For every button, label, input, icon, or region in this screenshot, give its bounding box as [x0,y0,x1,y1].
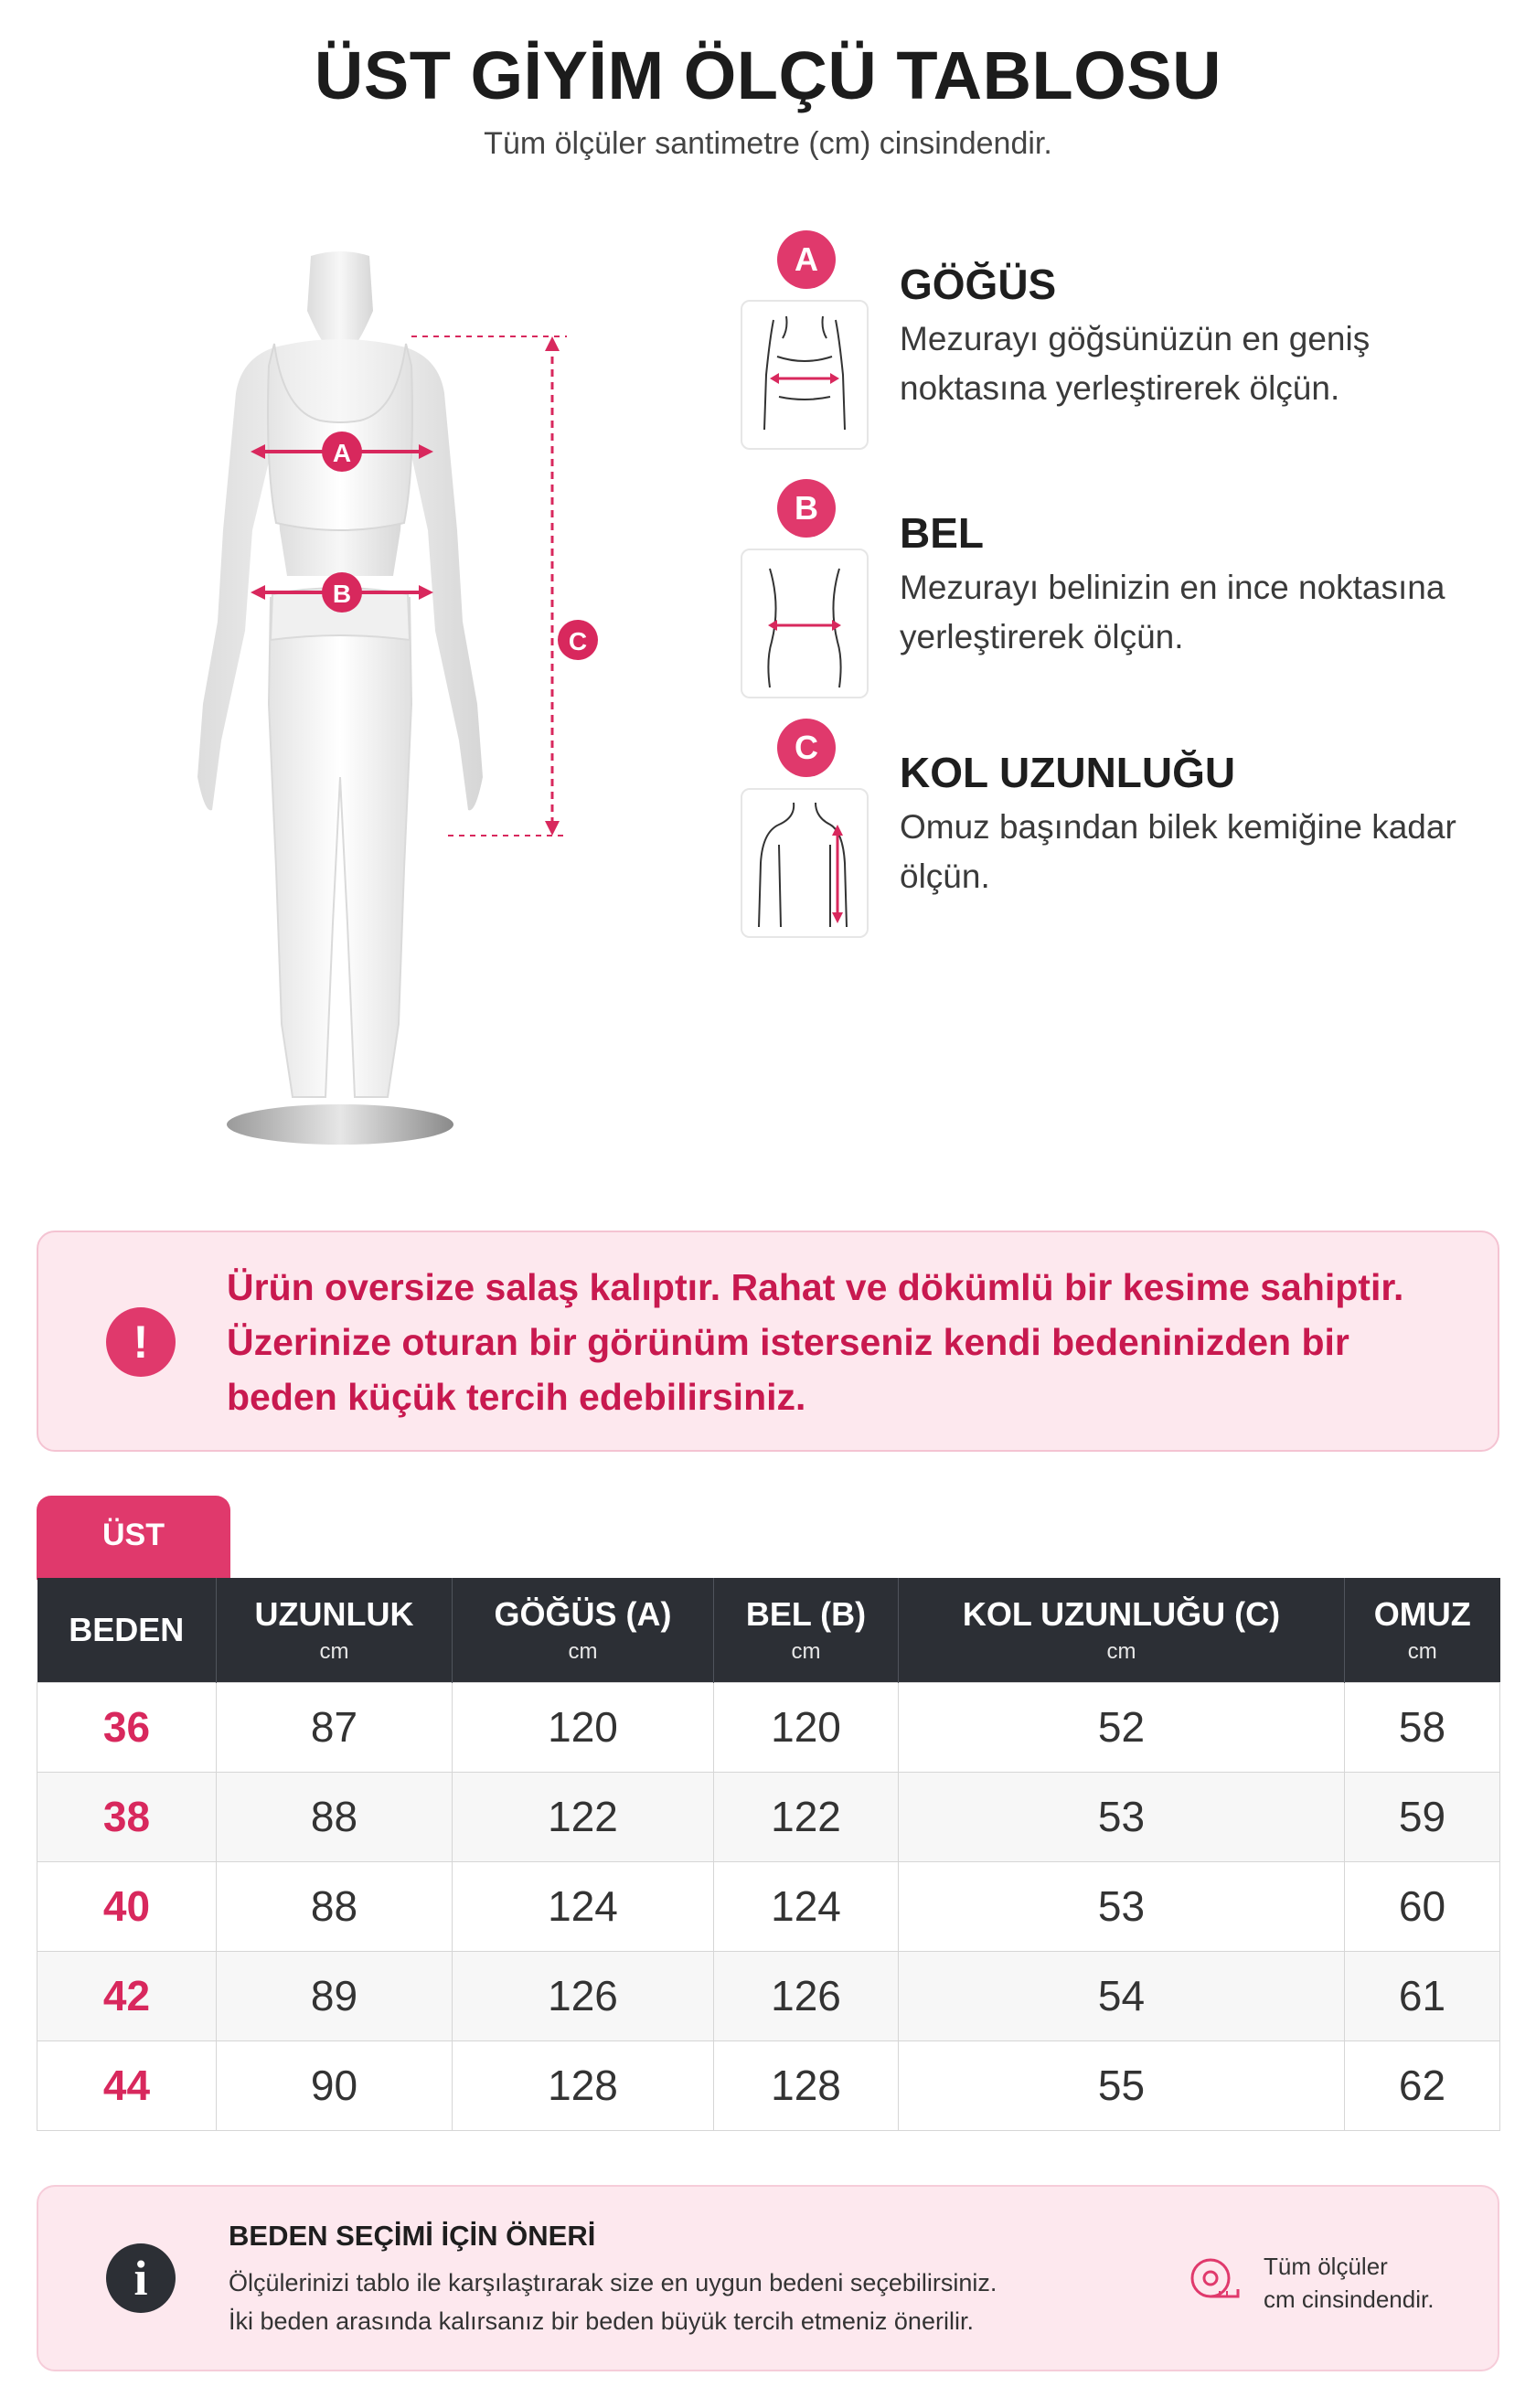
table-cell: 55 [899,2040,1345,2130]
table-cell: 62 [1345,2040,1500,2130]
column-header-gogus: GÖĞÜS (A) cm [453,1578,714,1682]
table-row [37,2040,1500,2130]
table-cell: 88 [217,1772,453,1861]
table-cell: 60 [1345,1861,1500,1951]
table-cell: 126 [714,1951,899,2040]
column-header-beden: BEDEN [37,1578,217,1682]
size-cell: 40 [37,1861,217,1951]
table-cell: 88 [217,1861,453,1951]
table-cell: 122 [714,1772,899,1861]
instruction-title: KOL UZUNLUĞU [900,749,1236,796]
size-cell: 44 [37,2040,217,2130]
size-recommendation [37,2185,1499,2371]
table-cell: 128 [714,2040,899,2130]
waist-diagram [741,549,869,698]
table-row [37,1861,1500,1951]
column-header-kol-uzunlugu: KOL UZUNLUĞU (C) cm [899,1578,1345,1682]
column-header-uzunluk: UZUNLUK cm [217,1578,453,1682]
info-icon: i [106,2243,176,2313]
instruction-letter-badge: C [777,719,836,777]
table-cell: 122 [453,1772,714,1861]
table-cell: 54 [899,1951,1345,2040]
table-cell: 124 [453,1861,714,1951]
measuring-tape-icon [1187,2253,1242,2307]
oversize-warning [37,1231,1499,1452]
instruction-description: Mezurayı belinizin en ince noktasına yerleştirerek ölçün. [900,569,1445,655]
tip-line-1: Ölçülerinizi tablo ile karşılaştırarak size en uygun bedeni seçebilirsiniz. [229,2269,997,2296]
chest-diagram-icon [742,302,867,448]
instruction-description: Omuz başından bilek kemiğine kadar ölçün. [900,808,1456,895]
column-header-omuz: OMUZ cm [1345,1578,1500,1682]
table-cell: 59 [1345,1772,1500,1861]
size-table [37,1578,1500,2131]
sleeve-diagram [741,788,869,938]
tip-title: BEDEN SEÇİMİ İÇİN ÖNERİ [229,2220,596,2252]
table-cell: 53 [899,1861,1345,1951]
marker-a-label: A [332,439,352,467]
table-cell: 90 [217,2040,453,2130]
instruction-waist [741,479,1509,698]
mannequin-illustration [137,229,631,1161]
instruction-title: GÖĞÜS [900,261,1057,308]
column-header-bel: BEL (B) cm [714,1578,899,1682]
table-cell: 120 [453,1682,714,1772]
table-cell: 89 [217,1951,453,2040]
marker-c-label: C [568,627,588,655]
table-cell: 61 [1345,1951,1500,2040]
instruction-description: Mezurayı göğsünüzün en geniş noktasına yerleştirerek ölçün. [900,320,1371,407]
table-cell: 58 [1345,1682,1500,1772]
table-row [37,1682,1500,1772]
size-cell: 38 [37,1772,217,1861]
tab-ust[interactable]: ÜST [37,1496,230,1580]
instruction-letter-badge: A [777,230,836,289]
marker-b-label: B [332,580,352,608]
table-cell: 53 [899,1772,1345,1861]
units-note-line-1: Tüm ölçüler [1264,2253,1388,2280]
size-cell: 36 [37,1682,217,1772]
table-cell: 120 [714,1682,899,1772]
table-cell: 87 [217,1682,453,1772]
instruction-chest [741,230,1509,450]
waist-diagram-icon [742,550,867,697]
instruction-letter-badge: B [777,479,836,538]
table-row [37,1951,1500,2040]
instruction-sleeve [741,719,1509,938]
sleeve-diagram-icon [742,790,867,936]
table-row [37,1772,1500,1861]
tip-line-2: İki beden arasında kalırsanız bir beden büyük tercih etmeniz önerilir. [229,2307,974,2335]
table-header-row [37,1578,1500,1682]
table-cell: 124 [714,1861,899,1951]
warning-text: Ürün oversize salaş kalıptır. Rahat ve dökümlü bir kesime sahiptir. Üzerinize oturan bir görünüm isterseniz kendi bedeninizden bir beden küçük tercih edebilirsiniz. [227,1266,1404,1418]
table-cell: 128 [453,2040,714,2130]
table-cell: 52 [899,1682,1345,1772]
table-cell: 126 [453,1951,714,2040]
units-note-line-2: cm cinsindendir. [1264,2285,1435,2313]
exclamation-icon: ! [106,1307,176,1377]
page-title: ÜST GİYİM ÖLÇÜ TABLOSU [314,37,1222,113]
page-subtitle: Tüm ölçüler santimetre (cm) cinsindendir. [484,126,1052,161]
instruction-title: BEL [900,509,984,557]
size-cell: 42 [37,1951,217,2040]
chest-diagram [741,300,869,450]
